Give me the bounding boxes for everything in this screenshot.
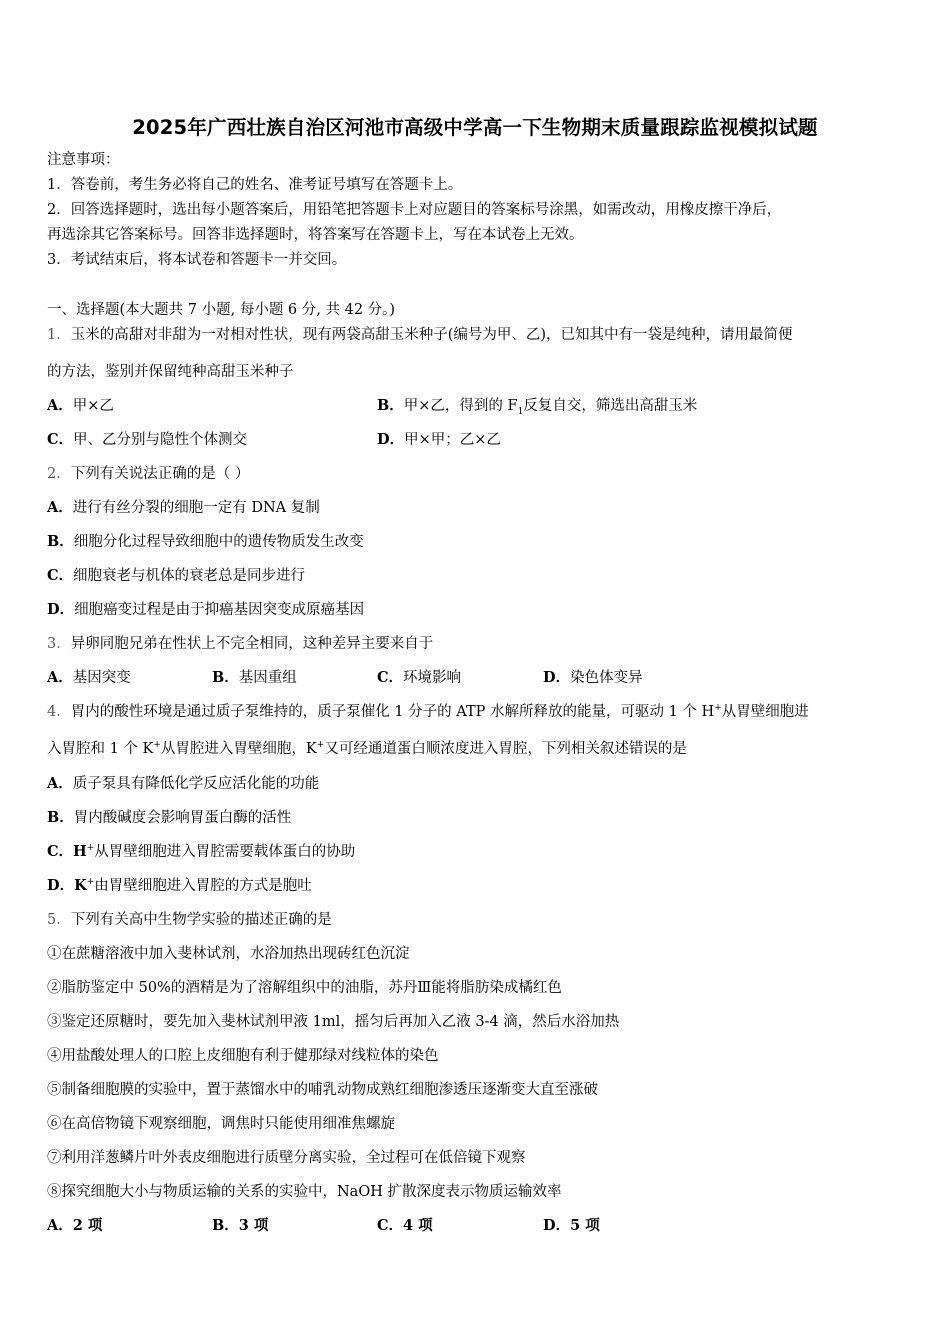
question-text: 胃内的酸性环境是通过质子泵维持的，质子泵催化 1 分子的 ATP 水解所释放的能量，可驱动 1 个 H [70,704,715,720]
question-5-stem [47,910,332,930]
notice-item-2a: 2．回答选择题时，选出每小题答案后，用铅笔把答题卡上对应题目的答案标号涂黑，如需改动，用橡皮擦干净后， [47,202,782,218]
option-text: 3 项 [238,1217,269,1234]
question-1-stem-cont: 的方法，鉴别并保留纯种高甜玉米种子 [47,364,294,380]
option-label: A． [47,775,73,792]
option-text: 2 项 [72,1217,103,1234]
option-label: D． [47,601,75,618]
option-label: B． [212,669,239,686]
option-3b[interactable] [212,668,297,688]
question-number: 3． [47,636,71,652]
option-label: D． [543,669,571,686]
section-heading: 一、选择题(本大题共 7 小题, 每小题 6 分, 共 42 分。) [47,302,396,318]
option-text: 细胞分化过程导致细胞中的遗传物质发生改变 [73,534,364,550]
option-label: C． [47,431,74,448]
question-text: 玉米的高甜对非甜为一对相对性状，现有两袋高甜玉米种子(编号为甲、乙)，已知其中有一袋是纯种，请用最简便 [70,327,793,343]
option-2d[interactable] [47,600,364,620]
superscript: + [153,740,161,751]
question-number: 1． [47,327,71,343]
question-1-stem [47,325,793,345]
question-2-stem [47,464,249,484]
option-text-cont: 反复自交，筛选出高甜玉米 [523,398,698,414]
option-text: 细胞癌变过程是由于抑癌基因突变成原癌基因 [74,602,365,618]
notice-heading: 注意事项： [47,152,120,168]
question-text-cont: 从胃腔进入胃壁细胞，K [160,741,317,757]
option-2c[interactable] [47,566,305,586]
question-text-cont: 从胃壁细胞进 [721,704,809,720]
superscript: + [714,703,722,714]
statement-1: ①在蔗糖溶液中加入斐林试剂，水浴加热出现砖红色沉淀 [47,946,410,962]
subscript: 1 [517,406,524,417]
question-text: 入胃腔和 1 个 K [47,741,154,757]
statement-6: ⑥在高倍物镜下观察细胞，调焦时只能使用细准焦螺旋 [47,1116,395,1132]
option-text: H [73,843,87,860]
option-3a[interactable] [47,668,131,688]
option-label: A． [47,1217,73,1234]
option-label: D． [377,431,405,448]
option-5d[interactable] [543,1216,600,1236]
option-2a[interactable] [47,498,320,518]
question-number: 5． [47,912,71,928]
option-label: C． [47,567,74,584]
option-1c[interactable] [47,430,247,450]
option-1d[interactable] [377,430,501,450]
option-text: 进行有丝分裂的细胞一定有 DNA 复制 [72,500,320,516]
option-text: 甲×甲；乙×乙 [404,432,501,448]
option-4d[interactable] [47,876,312,896]
option-5c[interactable] [377,1216,433,1236]
question-number: 4． [47,704,71,720]
question-4-stem-cont [47,739,687,759]
option-text: 甲、乙分别与隐性个体测交 [73,432,248,448]
option-text: K [74,877,87,894]
option-label: B． [47,533,74,550]
option-label: B． [47,809,74,826]
question-number: 2． [47,466,71,482]
statement-3: ③鉴定还原糖时，要先加入斐林试剂甲液 1ml，摇匀后再加入乙液 3-4 滴，然后水浴加热 [47,1014,620,1030]
option-text: 5 项 [570,1217,600,1234]
option-4b[interactable] [47,808,291,828]
option-text: 胃内酸碱度会影响胃蛋白酶的活性 [73,810,292,826]
option-text: 甲×乙，得到的 F [403,398,518,414]
statement-2: ②脂肪鉴定中 50%的酒精是为了溶解组织中的油脂，苏丹Ⅲ能将脂肪染成橘红色 [47,980,562,996]
option-3d[interactable] [543,668,643,688]
option-text: 甲×乙 [72,398,114,414]
superscript: + [86,877,95,888]
notice-item-3: 3．考试结束后，将本试卷和答题卡一并交回。 [47,252,347,268]
option-4a[interactable] [47,774,319,794]
option-text-cont: 从胃壁细胞进入胃腔需要载体蛋白的协助 [94,844,356,860]
option-5a[interactable] [47,1216,102,1236]
notice-item-2b: 再选涂其它答案标号。回答非选择题时，将答案写在答题卡上，写在本试卷上无效。 [47,227,584,243]
option-3c[interactable] [377,668,461,688]
option-text: 基因突变 [72,670,131,686]
option-5b[interactable] [212,1216,268,1236]
option-label: A． [47,669,73,686]
statement-4: ④用盐酸处理人的口腔上皮细胞有利于健那绿对线粒体的染色 [47,1048,439,1064]
superscript: + [316,740,325,751]
option-2b[interactable] [47,532,364,552]
option-label: D． [543,1217,571,1234]
option-text: 染色体变异 [570,670,643,686]
option-label: C． [377,669,404,686]
option-label: B． [212,1217,239,1234]
statement-5: ⑤制备细胞膜的实验中，置于蒸馏水中的哺乳动物成熟红细胞渗透压逐渐变大直至涨破 [47,1082,598,1098]
question-text: 异卵同胞兄弟在性状上不完全相同，这种差异主要来自于 [70,636,434,652]
page-title: 2025年广西壮族自治区河池市高级中学高一下生物期末质量跟踪监视模拟试题 [132,116,818,139]
question-text-cont2: 又可经通道蛋白顺浓度进入胃腔，下列相关叙述错误的是 [324,741,687,757]
option-text: 质子泵具有降低化学反应活化能的功能 [72,776,320,792]
option-text: 细胞衰老与机体的衰老总是同步进行 [73,568,306,584]
question-text: 下列有关说法正确的是（ ） [70,466,250,482]
question-3-stem [47,634,433,654]
superscript: + [86,843,95,854]
option-text: 4 项 [403,1217,433,1234]
option-4c[interactable] [47,842,355,862]
option-label: A． [47,499,73,516]
option-label: A． [47,397,73,414]
option-1a[interactable] [47,396,114,416]
statement-8: ⑧探究细胞大小与物质运输的关系的实验中，NaOH 扩散深度表示物质运输效率 [47,1184,562,1200]
question-text: 下列有关高中生物学实验的描述正确的是 [70,912,332,928]
option-1b[interactable] [377,396,697,416]
statement-7: ⑦利用洋葱鳞片叶外表皮细胞进行质壁分离实验，全过程可在低倍镜下观察 [47,1150,526,1166]
option-text: 环境影响 [403,670,462,686]
option-label: D． [47,877,75,894]
option-label: C． [47,843,74,860]
option-label: B． [377,397,404,414]
question-4-stem [47,702,809,722]
option-label: C． [377,1217,404,1234]
option-text: 基因重组 [238,670,297,686]
option-text-cont: 由胃壁细胞进入胃腔的方式是胞吐 [94,878,312,894]
notice-item-1: 1．答卷前，考生务必将自己的姓名、准考证号填写在答题卡上。 [47,177,463,193]
